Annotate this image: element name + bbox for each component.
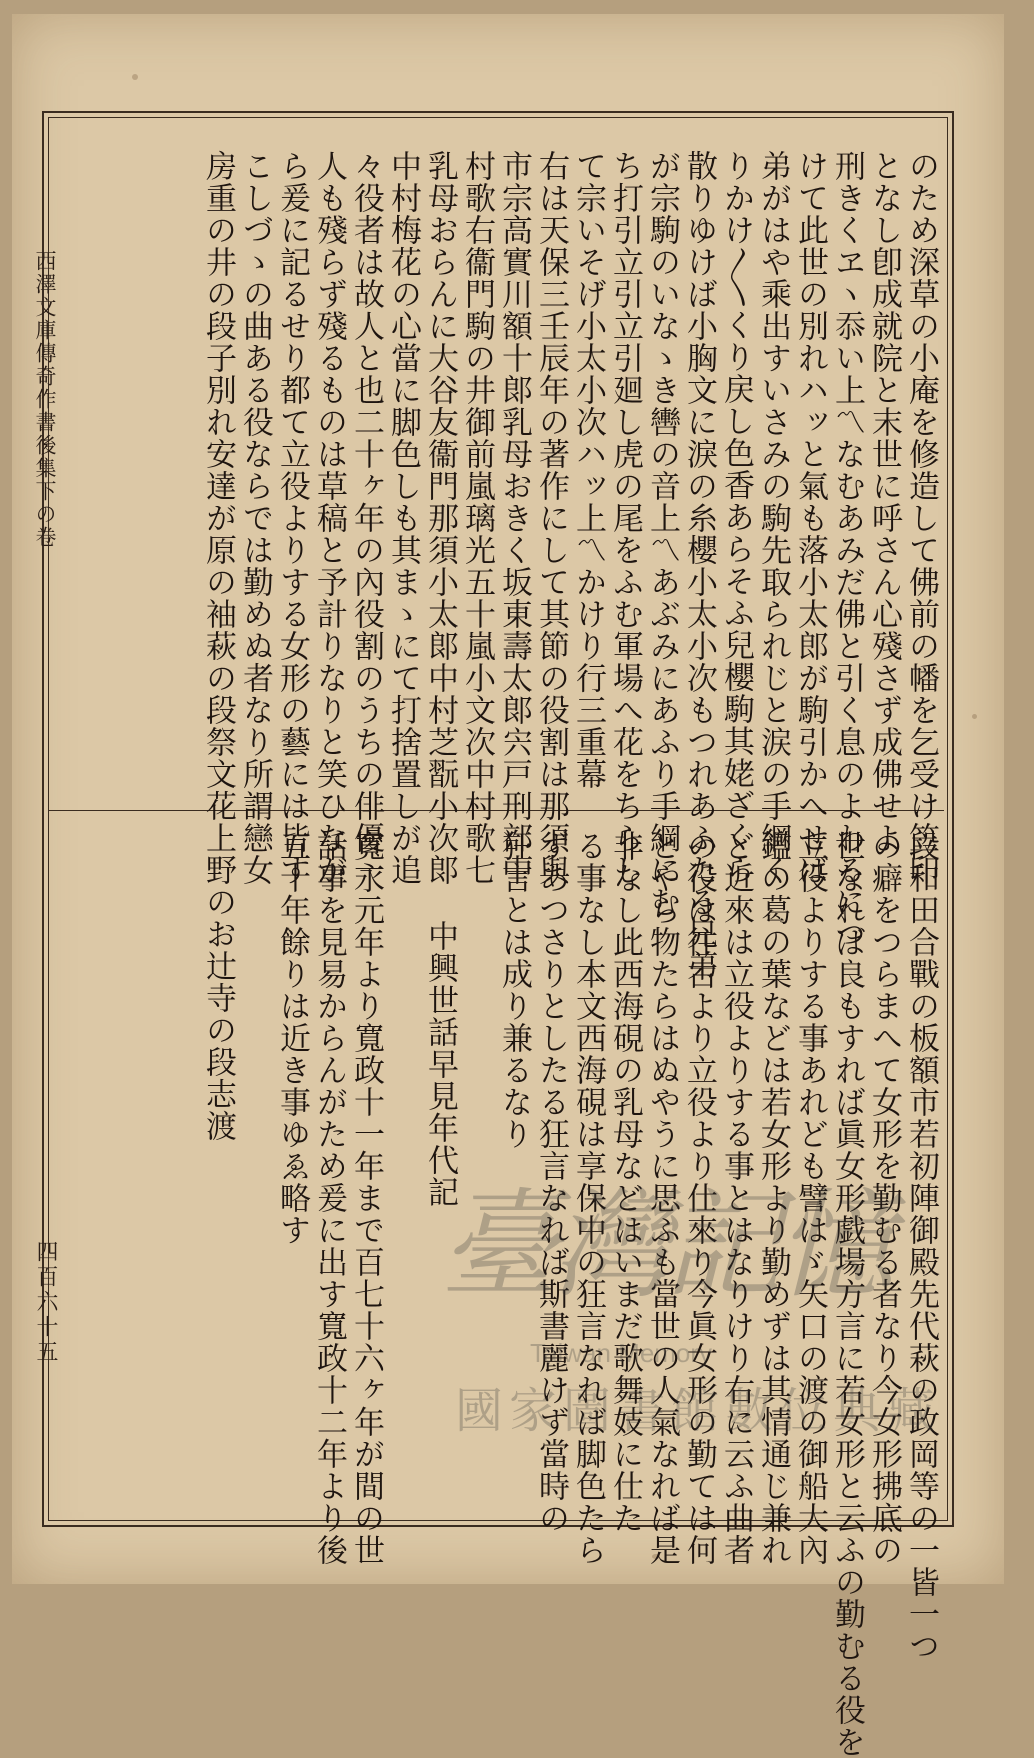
upper-column: が宗駒のいなゝき轡の音上〽あぶみにあふり手綱にむ [644,150,680,918]
lower-column: の役は往古より立役より仕來り今眞女形の勤ては何 [681,830,717,1566]
upper-column: 刑きくヱヽ忝い上〽なむあみだ佛と引く息のよわるにつ [829,150,865,950]
paper-speck [972,714,977,719]
upper-column: りかけ〳〵くり戻し色香あらそふ兒櫻駒其姥ざくら [718,150,754,885]
upper-column: 弟がはや乘出すいさみの駒先取られじと涙の手綱く [755,150,791,886]
lower-column: 世なれば良もすれば眞女形戯場方言に若女形と云ふの勤むる役を [829,830,865,1758]
upper-column: 々役者は故人と也二十ヶ年の內役割のうちの俳優一 [348,150,384,886]
upper-column: となし卽成就院と末世に呼さん心殘さず成佛せよ [866,150,902,854]
watermark-script: 臺灣記憶 [440,1176,889,1314]
lower-column: の癖をつらまへて女形を勤むる者なり今女形拂底の [866,830,902,1566]
lower-column: 五十年餘りは近き事ゆゑ略す [274,830,310,1246]
upper-column: 人も殘らず殘るものは草稿と予計りなりと笑ひなが [311,150,347,886]
upper-column: 中村梅花の心當に脚色しも其まゝにて打捨置しが追 [385,150,421,886]
lower-column: 話事を見易からんがため爰に出す寬政十二年より後 [311,830,347,1566]
upper-column: ら爰に記るせり都て立役よりする女形の藝には皆す [274,150,310,886]
paper-speck [132,74,138,80]
lower-column: ずあつさりとしたる狂言なれば斯書麗けず當時の [533,830,569,1534]
upper-column: て宗いそげ小太小次ハッ上〽かけり行三重幕 [570,150,606,790]
watermark-chinese: 國家圖書館數位典藏 [455,1383,942,1439]
page-number: 四百六十五 [33,1240,58,1365]
upper-column: 右は天保三壬辰年の著作にして其節の役割は那須與 [533,150,569,886]
lower-column: 段和田合戰の板額市若初陣御殿先代萩の政岡等の一皆一つ [903,830,939,1662]
upper-column: 市宗高實川額十郞乳母おきく坂東壽太郞宍戸刑部中 [496,150,532,886]
lower-column: 立役よりする事あれども譬はゞ矢口の渡の御船大內 [792,830,828,1566]
upper-column: 乳母おらんに大谷友衞門那須小太郞中村芝翫小次郞 [422,150,458,886]
upper-column: 散りゆけば小胸文に淚の糸櫻小太小次もつれあふたる兄弟 [681,150,717,982]
watermark-english: Taiwan Memory [530,1338,713,1368]
lower-column: とやら物たらはぬやうに思ふも當世の人氣なれば是 [644,830,680,1566]
upper-column: こしづゝの曲ある役ならでは勤めぬ者なり所謂戀女 [237,150,273,886]
lower-column: 寬永元年より寬政十一年まで百七十六ヶ年が間の世 [348,830,384,1566]
upper-column: のため深草の小庵を修造して佛前の幡を乞受け笠印 [903,150,939,886]
upper-column: 村歌右衞門駒の井御前嵐璃光五十嵐小文次中村歌七 [459,150,495,886]
upper-column: 房重の井の段子別れ安達が原の袖萩の段祭文花上野のお辻寺の段志渡 [200,150,236,1142]
lower-column: る事なし本文西海硯は享保中の狂言なれば脚色たら [570,830,606,1566]
upper-column: けて此世の別れハッと氣も落小太郎が駒引かへせば [792,150,828,886]
lower-column: 狂言とは成り兼るなり [496,830,532,1150]
upper-column: ち打引立引立引廻し虎の尾をふむ軍場へ花をちらし [607,150,643,886]
lower-column: ど近來は立役よりする事とはなりけり右に云ふ曲者 [718,830,754,1566]
lower-column: 非なし此西海硯の乳母などはいまだ歌舞妓に仕た [607,830,643,1534]
running-title: 西澤文庫傳奇作書後集下の卷 [33,250,57,549]
lower-column: 鑑の葛の葉などは若女形より勤めずは其情通じ兼れ [755,830,791,1566]
section-heading: 中興世話早見年代記 [422,920,458,1208]
